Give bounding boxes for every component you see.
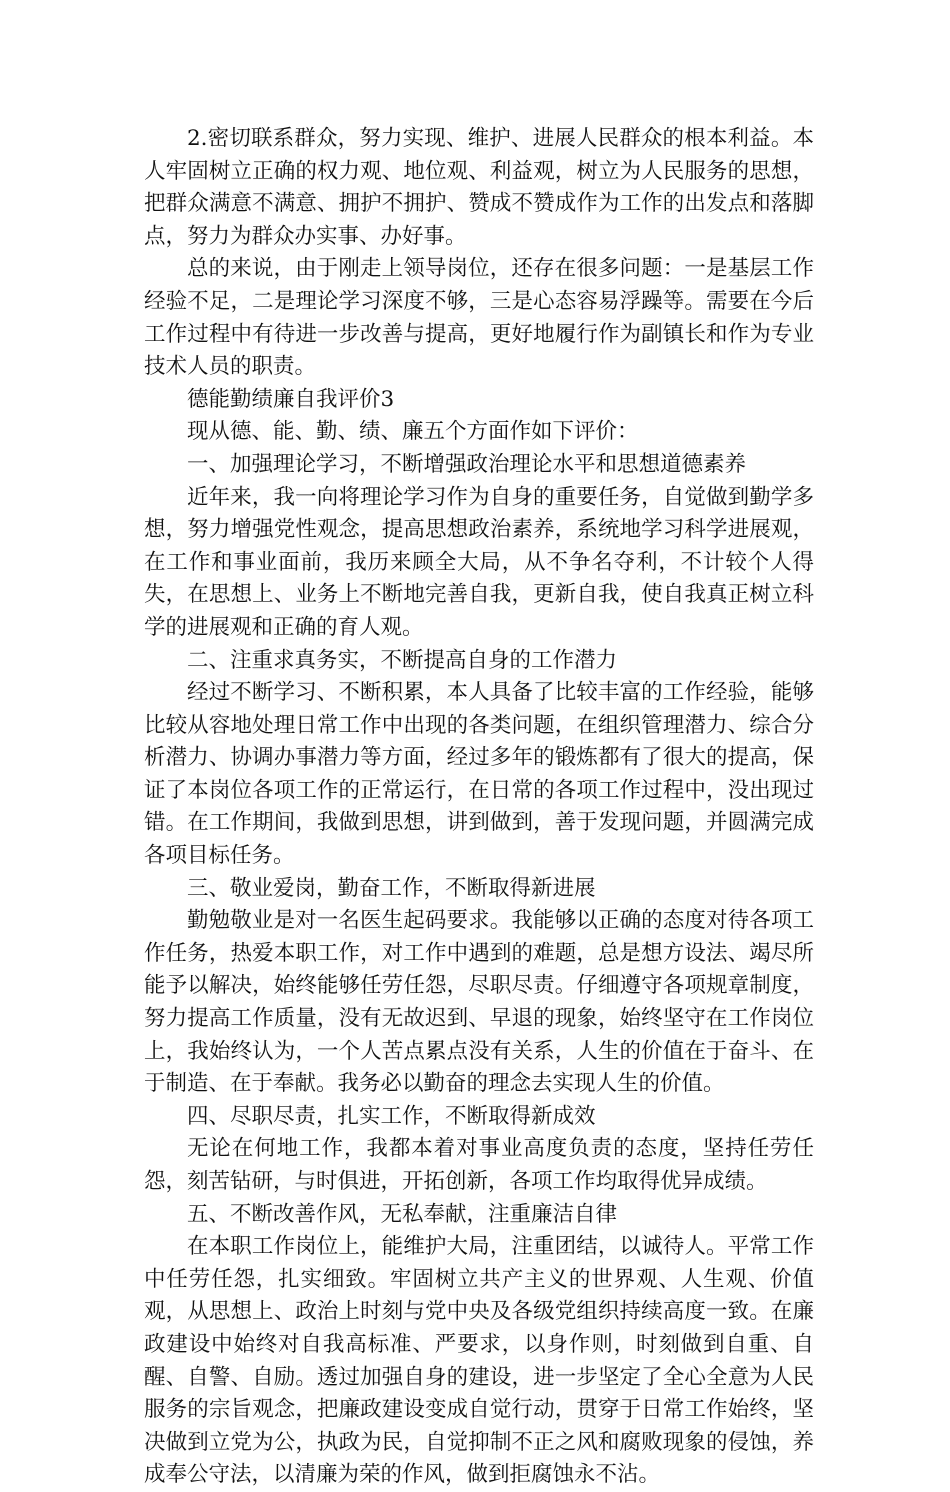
paragraph: 现从德、能、勤、绩、廉五个方面作如下评价：: [187, 419, 639, 445]
section-heading: 一、加强理论学习，不断增强政治理论水平和思想道德素养: [187, 451, 747, 477]
paragraph: 总的来说，由于刚走上领导岗位，还存在很多问题：一是基层工作经验不足，二是理论学习深度不够，三是心态容易浮躁等。需要在今后工作过程中有待进一步改善与提高，更好地履行作为副镇长和作为专业技术人员的职责。: [144, 256, 814, 380]
paragraph: 无论在何地工作，我都本着对事业高度负责的态度，坚持任劳任怨，刻苦钻研，与时俱进，开拓创新，各项工作均取得优异成绩。: [144, 1136, 814, 1194]
paragraph: 近年来，我一向将理论学习作为自身的重要任务，自觉做到勤学多想，努力增强党性观念，提高思想政治素养，系统地学习科学进展观，在工作和事业面前，我历来顾全大局，从不争名夺利，不计较个人得失，在思想上、业务上不断地完善自我，更新自我，使自我真正树立科学的进展观和正确的育人观。: [144, 484, 814, 640]
section-heading: 五、不断改善作风，无私奉献，注重廉洁自律: [187, 1201, 618, 1227]
section-heading: 二、注重求真务实，不断提高自身的工作潜力: [187, 647, 618, 673]
section-heading: 三、敬业爱岗，勤奋工作，不断取得新进展: [187, 875, 596, 901]
document-body: [144, 123, 814, 1492]
paragraph: 2.密切联系群众，努力实现、维护、进展人民群众的根本利益。本人牢固树立正确的权力观、地位观、利益观，树立为人民服务的思想，把群众满意不满意、拥护不拥护、赞成不赞成作为工作的出发点和落脚点，努力为群众办实事、办好事。: [144, 126, 814, 249]
section-title: 德能勤绩廉自我评价3: [187, 386, 395, 412]
paragraph: 勤勉敬业是对一名医生起码要求。我能够以正确的态度对待各项工作任务，热爱本职工作，对工作中遇到的难题，总是想方设法、竭尽所能予以解决，始终能够任劳任怨，尽职尽责。仔细遵守各项规章制度，努力提高工作质量，没有无故迟到、早退的现象，始终坚守在工作岗位上，我始终认为，一个人苦点累点没有关系，人生的价值在于奋斗、在于制造、在于奉献。我务必以勤奋的理念去实现人生的价值。: [144, 908, 814, 1097]
paragraph: 经过不断学习、不断积累，本人具备了比较丰富的工作经验，能够比较从容地处理日常工作中出现的各类问题，在组织管理潜力、综合分析潜力、协调办事潜力等方面，经过多年的锻炼都有了很大的提高，保证了本岗位各项工作的正常运行，在日常的各项工作过程中，没出现过错。在工作期间，我做到思想，讲到做到，善于发现问题，并圆满完成各项目标任务。: [144, 680, 814, 869]
section-heading: 四、尽职尽责，扎实工作，不断取得新成效: [187, 1103, 596, 1129]
paragraph: 在本职工作岗位上，能维护大局，注重团结，以诚待人。平常工作中任劳任怨，扎实细致。牢固树立共产主义的世界观、人生观、价值观，从思想上、政治上时刻与党中央及各级党组织持续高度一致。在廉政建设中始终对自我高标准、严要求，以身作则，时刻做到自重、自醒、自警、自励。透过加强自身的建设，进一步坚定了全心全意为人民服务的宗旨观念，把廉政建设变成自觉行动，贯穿于日常工作始终，坚决做到立党为公，执政为民，自觉抑制不正之风和腐败现象的侵蚀，养成奉公守法，以清廉为荣的作风，做到拒腐蚀永不沾。: [144, 1234, 814, 1488]
